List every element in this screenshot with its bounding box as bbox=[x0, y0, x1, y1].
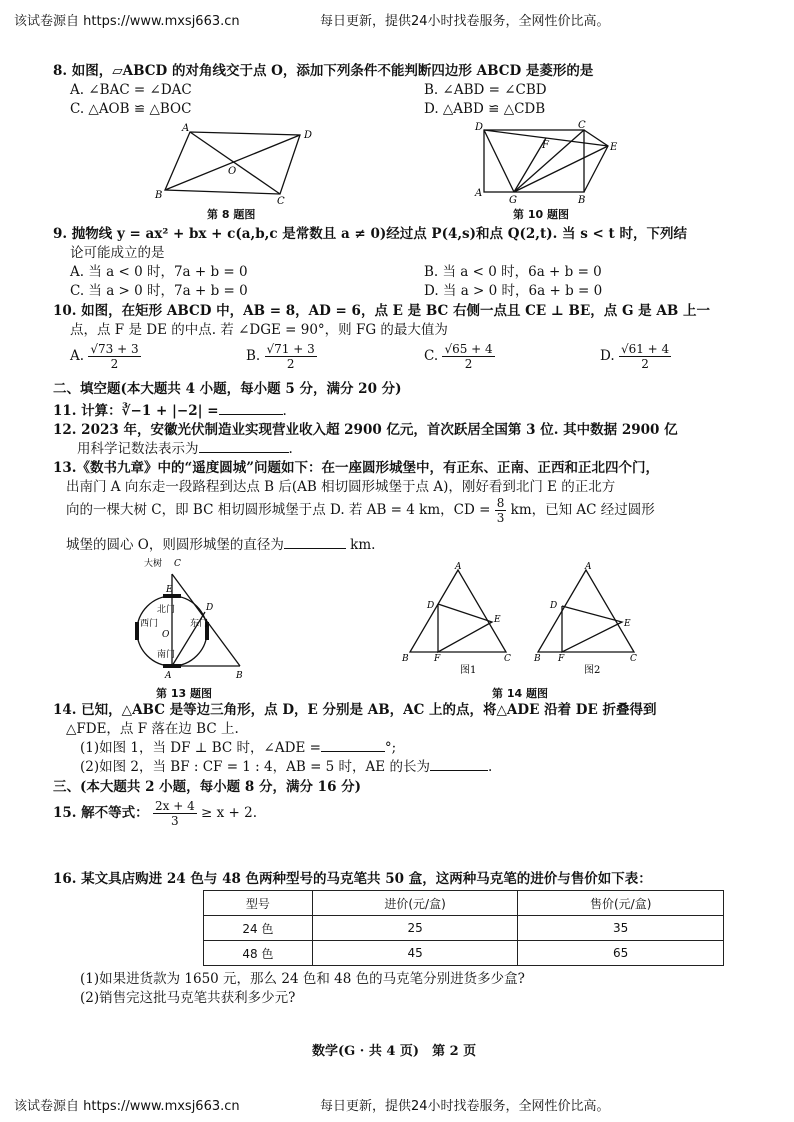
q14-part1: (1)如图 1，当 DF ⊥ BC 时，∠ADE = °; bbox=[80, 740, 397, 756]
q9-option-c: C. 当 a > 0 时，7a + b = 0 bbox=[70, 283, 248, 299]
table-row bbox=[204, 916, 724, 941]
q14-part2: (2)如图 2，当 BF : CF = 1 : 4，AB = 5 时，AE 的长为 . bbox=[80, 759, 493, 775]
svg-text:A: A bbox=[165, 671, 172, 681]
q10-option-a: A. $\frac{√73 + 3}{2}$ bbox=[70, 342, 139, 371]
q8-option-d: D. △ABD ≌ △CDB bbox=[424, 101, 546, 117]
q14-fig1-label: 图1 bbox=[460, 665, 477, 675]
svg-text:A: A bbox=[182, 123, 190, 134]
q8-stem: 8. 如图，▱ABCD 的对角线交于点 O，添加下列条件不能判断四边形 ABCD 是菱形的是 bbox=[53, 63, 594, 79]
svg-text:A: A bbox=[455, 562, 462, 572]
q10-line2: 点，点 F 是 DE 的中点. 若 ∠DGE = 90°，则 FG 的最大值为 bbox=[70, 322, 448, 338]
svg-text:E: E bbox=[494, 615, 501, 625]
q16-part2: (2)销售完这批马克笔共获利多少元? bbox=[80, 990, 296, 1006]
svg-text:B: B bbox=[402, 654, 409, 664]
svg-text:C: C bbox=[578, 120, 586, 131]
svg-text:C: C bbox=[630, 654, 637, 664]
svg-text:F: F bbox=[434, 654, 441, 664]
header-slogan: 每日更新，提供24小时找卷服务，全网性价比高。 bbox=[320, 14, 610, 29]
q14-figure bbox=[398, 560, 638, 675]
footer-source: 该试卷源自 https://www.mxsj663.cn bbox=[14, 1099, 240, 1114]
q13-line4: 城堡的圆心 O，则圆形城堡的直径为 km. bbox=[66, 537, 376, 553]
svg-text:F: F bbox=[558, 654, 565, 664]
table-cell: 45 bbox=[312, 941, 518, 966]
footer-slogan: 每日更新，提供24小时找卷服务，全网性价比高。 bbox=[320, 1099, 610, 1114]
q13-south-gate: 南门 bbox=[157, 650, 176, 660]
q13-tree-label: 大树 bbox=[144, 559, 163, 569]
q13-north-gate: 北门 bbox=[157, 605, 176, 615]
q12-line1: 12. 2023 年，安徽光伏制造业实现营业收入超 2900 亿元，首次跃居全国第 3 位. 其中数据 2900 亿 bbox=[53, 422, 678, 438]
svg-text:D: D bbox=[550, 601, 558, 611]
svg-text:G: G bbox=[509, 195, 517, 203]
table-cell: 65 bbox=[518, 941, 724, 966]
q14-caption: 第 14 题图 bbox=[492, 687, 548, 700]
svg-text:D: D bbox=[206, 603, 214, 613]
svg-text:E: E bbox=[610, 142, 618, 153]
q12-line2: 用科学记数法表示为 . bbox=[77, 441, 293, 457]
svg-text:B: B bbox=[578, 195, 586, 203]
q16-price-table bbox=[203, 890, 724, 966]
q10-line1: 10. 如图，在矩形 ABCD 中，AB = 8，AD = 6，点 E 是 BC 右侧一点且 CE ⊥ BE，点 G 是 AB 上一 bbox=[53, 303, 710, 319]
q14-fig2-label: 图2 bbox=[584, 665, 601, 675]
section3-title: 三、(本大题共 2 小题，每小题 8 分，满分 16 分) bbox=[53, 779, 362, 795]
q10-figure bbox=[470, 118, 625, 203]
q13-figure bbox=[120, 554, 250, 686]
table-cell: 25 bbox=[312, 916, 518, 941]
q8-option-c: C. △AOB ≌ △BOC bbox=[70, 101, 192, 117]
q10-option-b: B. $\frac{√71 + 3}{2}$ bbox=[246, 342, 315, 371]
q10-caption: 第 10 题图 bbox=[513, 208, 569, 221]
svg-text:E: E bbox=[166, 585, 173, 595]
svg-text:D: D bbox=[427, 601, 435, 611]
svg-text:O: O bbox=[228, 166, 237, 177]
svg-text:C: C bbox=[174, 559, 181, 569]
q9-option-a: A. 当 a < 0 时，7a + b = 0 bbox=[70, 264, 248, 280]
table-header: 型号 bbox=[204, 891, 313, 916]
q14-line2: △FDE，点 F 落在边 BC 上. bbox=[66, 721, 239, 737]
q9-line2: 论可能成立的是 bbox=[70, 245, 165, 261]
q10-option-d: D. $\frac{√61 + 4}{2}$ bbox=[600, 342, 670, 371]
svg-text:E: E bbox=[624, 619, 631, 629]
table-cell: 35 bbox=[518, 916, 724, 941]
q13-west-gate: 西门 bbox=[140, 619, 159, 629]
svg-text:D: D bbox=[475, 122, 484, 133]
q14-line1: 14. 已知，△ABC 是等边三角形，点 D，E 分别是 AB，AC 上的点，将△ADE 沿着 DE 折叠得到 bbox=[53, 702, 657, 718]
q16-stem: 16. 某文具店购进 24 色与 48 色两种型号的马克笔共 50 盒，这两种马克笔的进价与售价如下表： bbox=[53, 871, 652, 887]
q13-line2: 出南门 A 向东走一段路程到达点 B 后(AB 相切圆形城堡于点 A)，刚好看到北门 E 的正北方 bbox=[66, 479, 616, 495]
svg-text:D: D bbox=[304, 130, 313, 141]
section2-title: 二、填空题(本大题共 4 小题，每小题 5 分，满分 20 分) bbox=[53, 381, 402, 397]
table-row bbox=[204, 941, 724, 966]
svg-text:F: F bbox=[542, 140, 549, 151]
page-label: 数学(G · 共 4 页) 第 2 页 bbox=[312, 1044, 477, 1059]
q10-option-c: C. $\frac{√65 + 4}{2}$ bbox=[424, 342, 493, 371]
svg-text:B: B bbox=[534, 654, 541, 664]
svg-text:A: A bbox=[585, 562, 592, 572]
q9-option-d: D. 当 a > 0 时，6a + b = 0 bbox=[424, 283, 603, 299]
svg-text:O: O bbox=[162, 630, 170, 640]
svg-text:B: B bbox=[155, 190, 163, 201]
q16-part1: (1)如果进货款为 1650 元，那么 24 色和 48 色的马克笔分别进货多少盒? bbox=[80, 971, 525, 987]
q8-figure bbox=[150, 122, 325, 204]
q8-option-a: A. ∠BAC = ∠DAC bbox=[70, 82, 192, 98]
table-header: 售价(元/盒) bbox=[518, 891, 724, 916]
svg-text:A: A bbox=[475, 188, 483, 199]
svg-text:B: B bbox=[236, 671, 243, 681]
svg-text:C: C bbox=[277, 196, 285, 204]
table-header-row bbox=[204, 891, 724, 916]
q15: 15. 解不等式： $\frac{2x + 4}{3}$ ≥ x + 2. bbox=[53, 799, 258, 828]
table-cell: 24 色 bbox=[204, 916, 313, 941]
q13-line1: 13.《数书九章》中的“遥度圆城”问题如下：在一座圆形城堡中，有正东、正南、正西和正北四个门， bbox=[53, 460, 660, 476]
q9-line1: 9. 抛物线 y = ax² + bx + c(a,b,c 是常数且 a ≠ 0)经过点 P(4,s)和点 Q(2,t). 当 s < t 时，下列结 bbox=[53, 226, 687, 242]
table-cell: 48 色 bbox=[204, 941, 313, 966]
svg-text:C: C bbox=[504, 654, 511, 664]
q9-option-b: B. 当 a < 0 时，6a + b = 0 bbox=[424, 264, 602, 280]
q13-line3: 向的一棵大树 C，即 BC 相切圆形城堡于点 D. 若 AB = 4 km，CD = $\frac{8}{3}$ km，已知 AC 经过圆形 bbox=[66, 496, 655, 525]
q11: 11. 计算：∛−1 + |−2| = . bbox=[53, 403, 287, 419]
q8-caption: 第 8 题图 bbox=[207, 208, 256, 221]
header-source: 该试卷源自 https://www.mxsj663.cn bbox=[14, 14, 240, 29]
q13-east-gate: 东门 bbox=[190, 619, 209, 629]
table-header: 进价(元/盒) bbox=[312, 891, 518, 916]
q8-option-b: B. ∠ABD = ∠CBD bbox=[424, 82, 547, 98]
q13-caption: 第 13 题图 bbox=[156, 687, 212, 700]
